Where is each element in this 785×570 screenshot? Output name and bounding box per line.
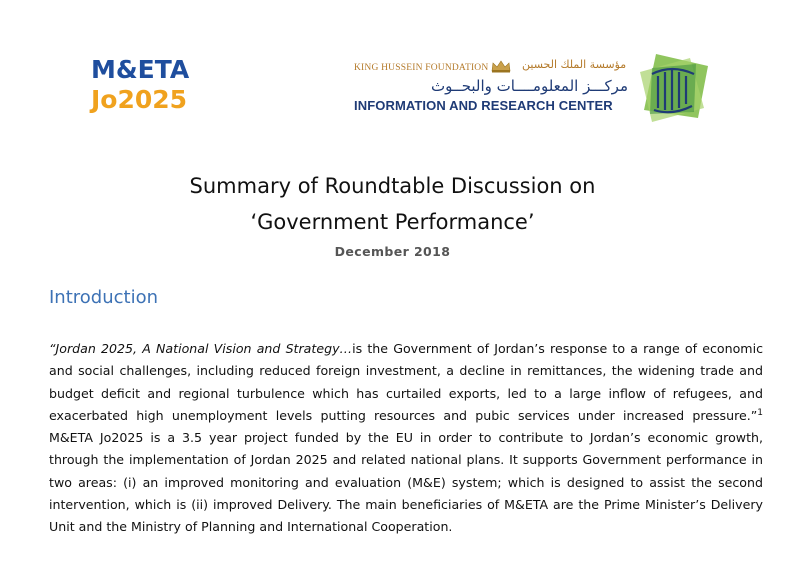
meta-logo-line2: Jo2025 [91, 85, 188, 114]
crown-icon [490, 59, 512, 73]
quote-text: is the Government of Jordan’s response to a range of economic and social challenges, including reduced foreign investment, a decline in remittances, the widening trade and budget deficit and regional turbulence which has curtailed exports, led to a large inflow of refugees, and exacerbated high unemployment levels putting resources and pubic services under increased pressure.” [49, 341, 763, 423]
khf-name-en: KING HUSSEIN FOUNDATION [354, 63, 489, 73]
irc-name-en: INFORMATION AND RESEARCH CENTER [354, 98, 613, 113]
body-text: M&ETA Jo2025 is a 3.5 year project funded by the EU in order to contribute to Jordan’s economic growth, through the implementation of Jordan 2025 and related national plans. It supports Government performance in two areas: (i) an improved monitoring and evaluation (M&E) system; which is designed to assist the second intervention, which is (ii) improved Delivery. The main beneficiaries of M&ETA are the Prime Minister’s Delivery Unit and the Ministry of Planning and International Cooperation. [49, 430, 763, 535]
irc-name-ar: مركـــز المعلومــــات والبحــوث [431, 77, 628, 95]
meta-logo-line1: M&ETA [91, 55, 190, 84]
khf-name-ar: مؤسسة الملك الحسين [522, 58, 627, 71]
quote-italic-text: “Jordan 2025, A National Vision and Strategy… [49, 341, 353, 356]
introduction-paragraph [49, 338, 763, 539]
section-heading-introduction: Introduction [49, 287, 159, 308]
document-date: December 2018 [334, 244, 451, 259]
document-title-line2: ‘Government Performance’ [250, 210, 535, 234]
irc-emblem-icon [638, 52, 710, 126]
khf-irc-logo [350, 55, 630, 120]
footnote-ref[interactable]: 1 [757, 407, 763, 418]
document-title-line1: Summary of Roundtable Discussion on [189, 174, 596, 198]
meta-jo2025-logo [91, 56, 231, 126]
